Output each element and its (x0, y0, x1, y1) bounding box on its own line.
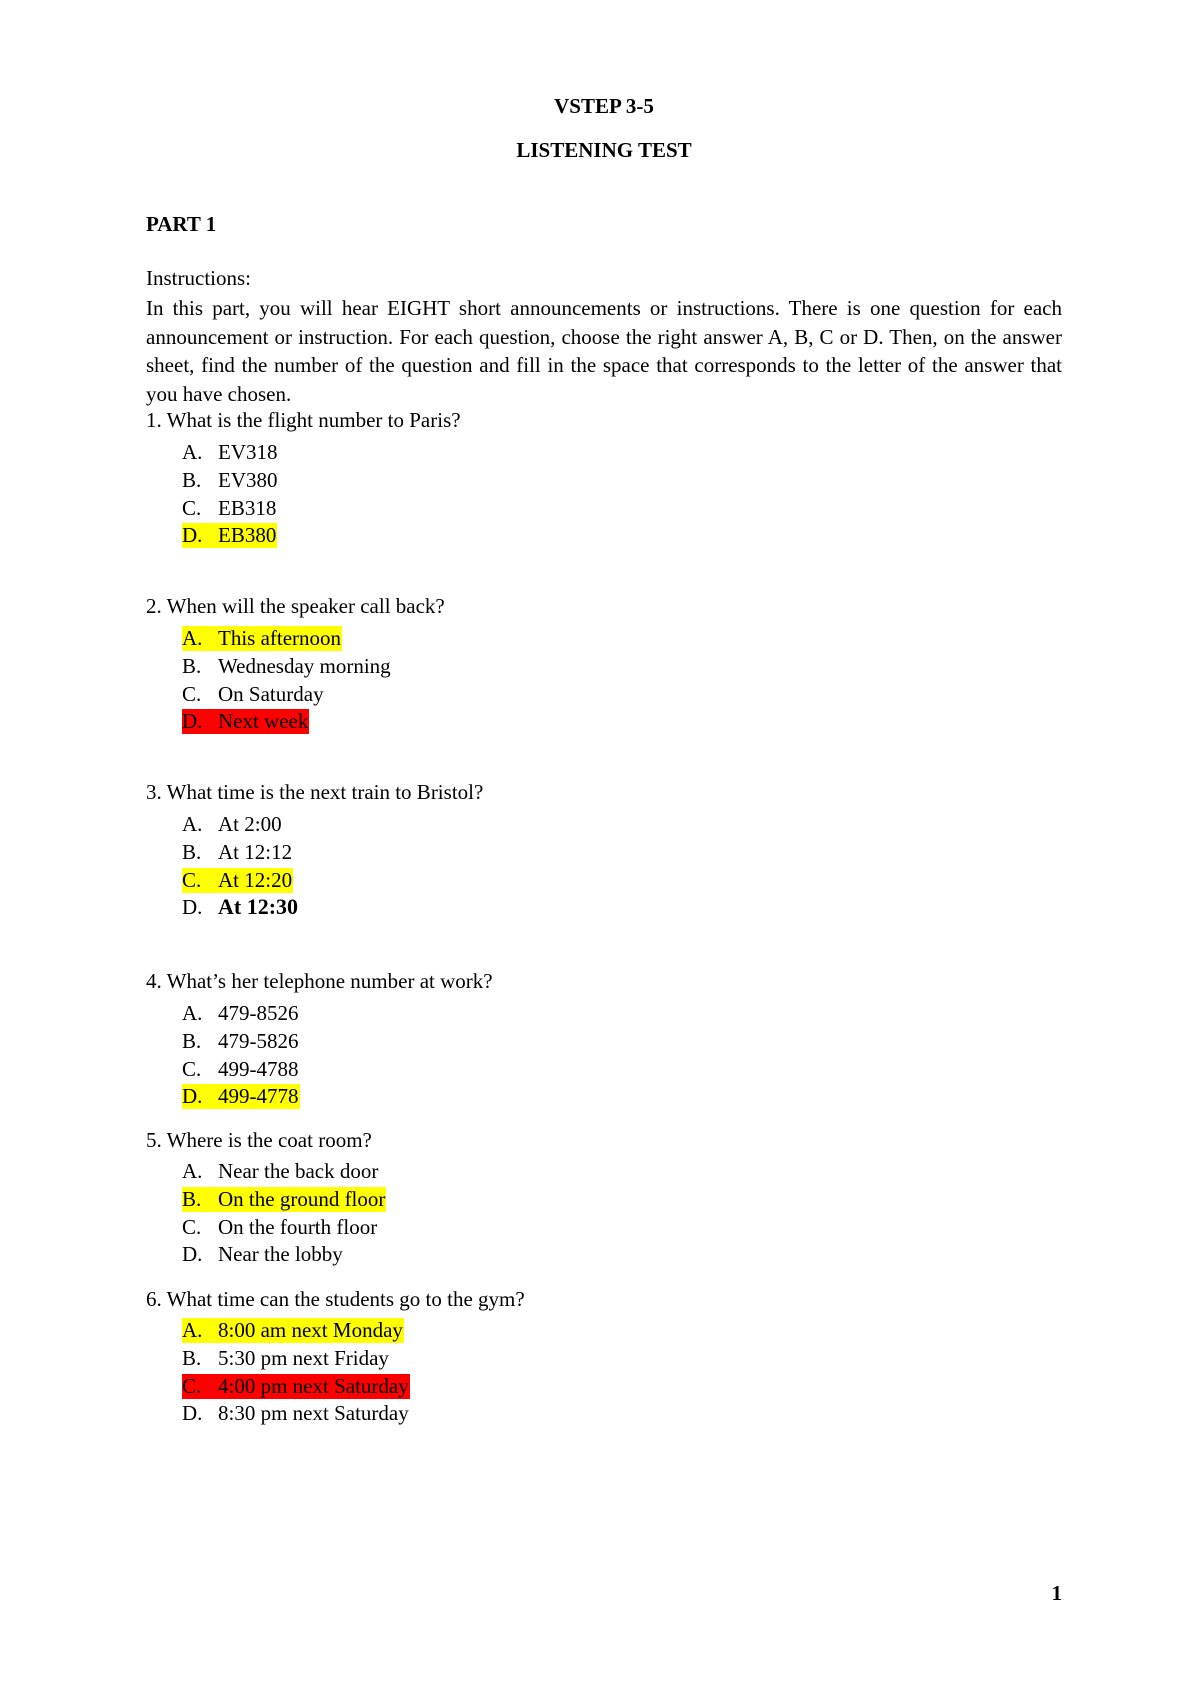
option-highlight (182, 894, 299, 920)
option-text: EV380 (218, 467, 278, 492)
option-text: Near the back door (218, 1159, 379, 1183)
document-title: VSTEP 3-5 (554, 94, 654, 118)
option-letter: B. (182, 1345, 202, 1370)
option-letter: D. (182, 1242, 203, 1267)
option-text: On the fourth floor (218, 1214, 378, 1239)
option-text: 4:00 pm next Saturday (218, 1373, 409, 1398)
option-highlight (182, 1242, 344, 1267)
option-text: 499-4788 (218, 1056, 299, 1081)
option-highlight (182, 496, 277, 521)
option-highlight (182, 440, 279, 465)
answer-options (182, 1000, 300, 1111)
option-highlight (182, 1029, 300, 1054)
answer-options (182, 811, 299, 922)
answer-option (182, 1083, 300, 1111)
option-text: Near the lobby (218, 1242, 343, 1267)
option-highlight (182, 1401, 410, 1426)
option-text: On the ground floor (218, 1186, 386, 1211)
question-text: 1. What is the flight number to Paris? (146, 408, 461, 432)
document-page (146, 0, 1062, 1696)
option-letter: A. (182, 626, 203, 650)
option-text: This afternoon (218, 626, 342, 650)
answer-option (182, 708, 392, 736)
option-highlight (182, 654, 392, 679)
option-letter: B. (182, 1028, 202, 1053)
option-highlight (182, 840, 293, 865)
option-highlight (182, 868, 293, 893)
option-letter: A. (182, 1318, 203, 1342)
option-letter: D. (182, 1084, 203, 1109)
answer-option (182, 625, 392, 653)
option-text: 8:30 pm next Saturday (218, 1401, 409, 1426)
page-number: 1 (1051, 1581, 1062, 1605)
option-letter: B. (182, 839, 202, 864)
option-letter: A. (182, 440, 203, 464)
answer-option (182, 439, 279, 467)
option-text: 499-4778 (218, 1084, 299, 1109)
option-letter: C. (182, 495, 202, 520)
answer-option (182, 522, 279, 550)
option-text: At 12:12 (218, 839, 293, 864)
option-letter: C. (182, 681, 202, 706)
answer-options (182, 439, 279, 550)
question-text: 2. When will the speaker call back? (146, 594, 445, 618)
option-highlight (182, 812, 283, 837)
answer-option (182, 1214, 386, 1242)
option-letter: D. (182, 523, 203, 548)
option-highlight (182, 1318, 404, 1343)
answer-option (182, 1000, 300, 1028)
option-letter: A. (182, 812, 203, 836)
answer-option (182, 867, 299, 895)
option-letter: C. (182, 1056, 202, 1081)
answer-option (182, 894, 299, 922)
option-letter: B. (182, 467, 202, 492)
question-text: 5. Where is the coat room? (146, 1128, 372, 1152)
question-text: 6. What time can the students go to the gym? (146, 1287, 525, 1311)
option-highlight (182, 682, 325, 707)
answer-options (182, 625, 392, 736)
option-highlight (182, 1084, 300, 1109)
option-letter: B. (182, 653, 202, 678)
answer-option (182, 653, 392, 681)
answer-option (182, 1028, 300, 1056)
option-text: 479-5826 (218, 1028, 299, 1053)
instructions-text: In this part, you will hear EIGHT short announcements or instructions. There is one question for each announcement or instruction. For each question, choose the right answer A, B, C or D. Then, on the answer sheet, find the number of the question and fill in the space that corresponds to the letter of the answer that you have chosen. (146, 296, 1062, 406)
option-letter: D. (182, 895, 203, 920)
answer-option (182, 1373, 410, 1401)
answer-option (182, 1400, 410, 1428)
option-text: Next week (218, 709, 309, 734)
option-text: 479-8526 (218, 1001, 299, 1025)
option-letter: D. (182, 709, 203, 734)
option-text: EB318 (218, 495, 277, 520)
answer-option (182, 1241, 386, 1269)
option-text: EB380 (218, 523, 277, 548)
option-highlight (182, 523, 277, 548)
option-text: EV318 (218, 440, 278, 464)
option-letter: C. (182, 1214, 202, 1239)
answer-option (182, 1056, 300, 1084)
option-highlight (182, 1346, 390, 1371)
option-text: On Saturday (218, 681, 324, 706)
answer-options (182, 1317, 410, 1428)
option-text: At 2:00 (218, 812, 282, 836)
answer-option (182, 495, 279, 523)
option-letter: C. (182, 867, 202, 892)
answer-option (182, 467, 279, 495)
answer-option (182, 839, 299, 867)
option-text: At 12:30 (218, 894, 299, 920)
option-highlight (182, 626, 342, 651)
option-letter: C. (182, 1373, 202, 1398)
answer-option (182, 1186, 386, 1214)
answer-option (182, 681, 392, 709)
answer-options (182, 1158, 386, 1269)
option-letter: A. (182, 1001, 203, 1025)
answer-option (182, 1345, 410, 1373)
option-text: At 12:20 (218, 867, 293, 892)
option-text: 8:00 am next Monday (218, 1318, 403, 1342)
option-highlight (182, 709, 309, 734)
option-highlight (182, 1057, 300, 1082)
option-highlight (182, 1159, 379, 1184)
option-text: 5:30 pm next Friday (218, 1345, 389, 1370)
answer-option (182, 1158, 386, 1186)
option-letter: B. (182, 1186, 202, 1211)
option-text: Wednesday morning (218, 653, 391, 678)
answer-option (182, 811, 299, 839)
option-highlight (182, 1001, 300, 1026)
instructions-label: Instructions: (146, 266, 251, 290)
option-highlight (182, 468, 279, 493)
option-highlight (182, 1215, 378, 1240)
question-text: 3. What time is the next train to Bristol? (146, 780, 484, 804)
option-letter: D. (182, 1401, 203, 1426)
part-heading: PART 1 (146, 212, 217, 236)
option-highlight (182, 1374, 410, 1399)
answer-option (182, 1317, 410, 1345)
document-subtitle: LISTENING TEST (516, 138, 692, 162)
question-text: 4. What’s her telephone number at work? (146, 969, 493, 993)
option-highlight (182, 1187, 386, 1212)
option-letter: A. (182, 1159, 203, 1183)
